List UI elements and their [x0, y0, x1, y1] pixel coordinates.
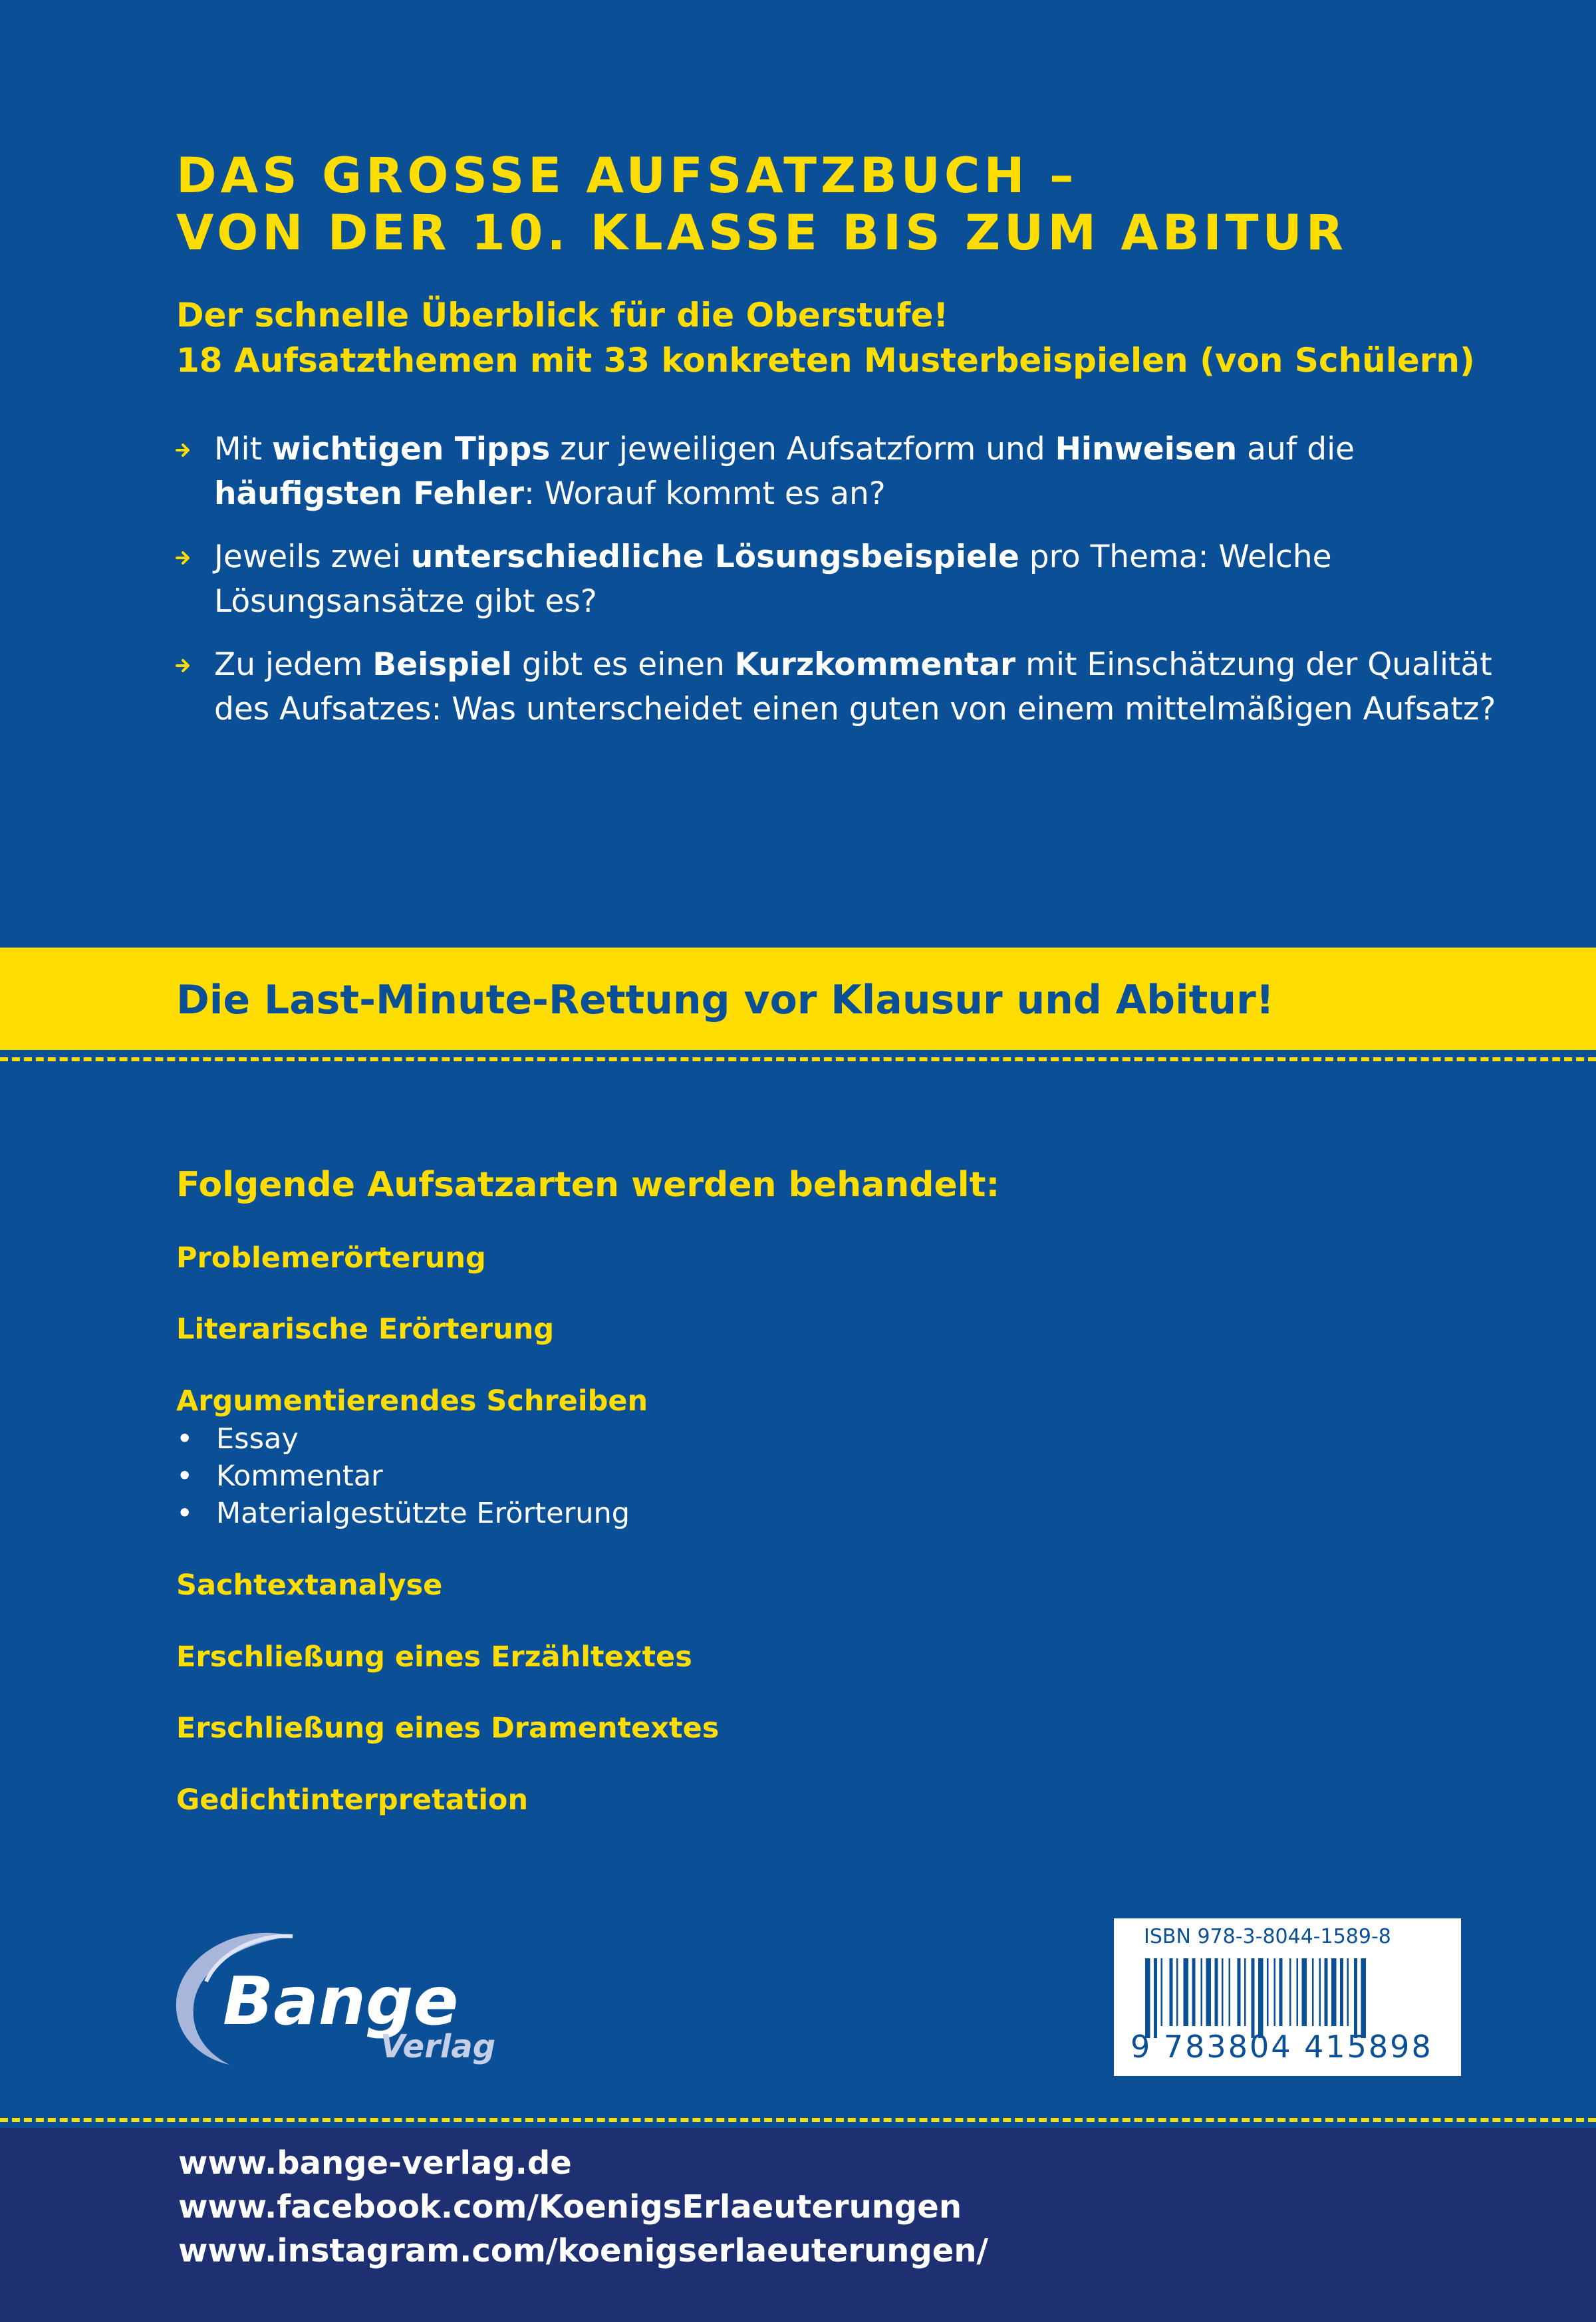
bullet-dot: •	[176, 1422, 194, 1456]
barcode-stripe	[1258, 1958, 1264, 2038]
barcode-stripe	[1312, 1958, 1314, 2026]
dashed-divider	[0, 2118, 1596, 2122]
barcode-stripe	[1154, 1958, 1157, 2038]
barcode-stripe	[1161, 1958, 1163, 2026]
barcode-stripe	[1252, 1958, 1255, 2038]
feature-segment: Mit	[214, 431, 272, 467]
barcode-stripe	[1244, 1958, 1246, 2026]
barcode-stripe	[1201, 1958, 1203, 2026]
type-literary: Literarische Erörterung	[176, 1313, 555, 1346]
arrow-right-icon	[174, 549, 192, 567]
barcode-stripe	[1347, 1958, 1349, 2026]
barcode-stripe	[1354, 1958, 1357, 2038]
feature-segment: mit Einschätzung der Qualität des Aufsatzes: Was unterscheidet einen guten von einem mittelmäßigen Aufsatz?	[214, 646, 1496, 727]
feature-item	[174, 642, 1537, 731]
types-title: Folgende Aufsatzarten werden behandelt:	[176, 1165, 1000, 1205]
feature-segment: Jeweils zwei	[214, 539, 411, 575]
feature-list	[174, 427, 1537, 750]
barcode-stripe	[1340, 1958, 1343, 2026]
barcode-bars	[1144, 1958, 1423, 2038]
subtype-item	[176, 1420, 299, 1458]
barcode-stripe	[1325, 1958, 1328, 2026]
subtype-label: Kommentar	[216, 1460, 383, 1493]
subheadline-line-2: 18 Aufsatzthemen mit 33 konkreten Musterbeispielen (von Schülern)	[176, 341, 1475, 380]
barcode-stripe	[1289, 1958, 1291, 2026]
feature-item	[174, 535, 1537, 624]
barcode-stripe	[1274, 1958, 1276, 2026]
banner-text: Die Last-Minute-Rettung vor Klausur und Abitur!	[176, 977, 1275, 1023]
feature-emphasis: Beispiel	[372, 646, 512, 683]
feature-text	[214, 539, 1332, 620]
barcode-stripe	[1192, 1958, 1196, 2026]
subheadline-line-1: Der schnelle Überblick für die Oberstufe!	[176, 296, 949, 334]
dashed-divider	[0, 1057, 1596, 1061]
barcode-stripe	[1267, 1958, 1269, 2026]
isbn-label: ISBN 978-3-8044-1589-8	[1144, 1925, 1391, 1948]
barcode-stripe	[1184, 1958, 1189, 2026]
link-facebook[interactable]: www.facebook.com/KoenigsErlaeuterungen	[178, 2188, 962, 2226]
feature-segment: : Worauf kommt es an?	[523, 475, 886, 512]
feature-segment: pro Thema: Welche Lösungsansätze gibt es?	[214, 539, 1332, 620]
barcode-stripe	[1361, 1958, 1367, 2038]
barcode-stripe	[1145, 1958, 1150, 2038]
feature-emphasis: wichtigen Tipps	[271, 431, 551, 467]
feature-emphasis: Kurzkommentar	[734, 646, 1016, 683]
feature-item	[174, 427, 1537, 516]
type-drama: Erschließung eines Dramentextes	[176, 1712, 720, 1745]
barcode-stripe	[1331, 1958, 1337, 2026]
feature-emphasis: häufigsten Fehler	[214, 475, 524, 512]
feature-segment: Zu jedem	[214, 646, 373, 683]
feature-segment: auf die	[1237, 431, 1355, 467]
barcode-stripe	[1222, 1958, 1224, 2026]
barcode-stripe	[1170, 1958, 1173, 2026]
subheadline	[176, 293, 1573, 383]
link-instagram[interactable]: www.instagram.com/koenigserlaeuterungen/	[178, 2232, 989, 2269]
arrow-right-icon	[174, 657, 192, 674]
barcode-digits: 9 783804 415898	[1130, 2029, 1433, 2065]
barcode-stripe	[1302, 1958, 1307, 2026]
arrow-right-icon	[174, 442, 192, 459]
barcode-stripe	[1297, 1958, 1299, 2026]
subtype-label: Materialgestützte Erörterung	[216, 1497, 630, 1530]
barcode-stripe	[1238, 1958, 1241, 2026]
link-website[interactable]: www.bange-verlag.de	[178, 2144, 572, 2182]
barcode-stripe	[1206, 1958, 1212, 2026]
barcode-stripe	[1279, 1958, 1283, 2026]
type-poem: Gedichtinterpretation	[176, 1783, 529, 1817]
feature-segment: zur jeweiligen Aufsatzform und	[550, 431, 1055, 467]
barcode-stripe	[1176, 1958, 1178, 2026]
feature-emphasis: unterschiedliche Lösungsbeispiele	[410, 539, 1019, 575]
subtype-label: Essay	[216, 1422, 299, 1456]
subtype-item	[176, 1495, 630, 1532]
logo-name: Bange	[223, 1962, 459, 2040]
subtype-item	[176, 1458, 383, 1495]
headline-line-2: VON DER 10. KLASSE BIS ZUM ABITUR	[176, 205, 1347, 261]
type-problem: Problemerörterung	[176, 1241, 486, 1275]
barcode-stripe	[1229, 1958, 1231, 2026]
bullet-dot: •	[176, 1497, 194, 1530]
barcode-stripe	[1319, 1958, 1321, 2026]
headline-line-1: DAS GROSSE AUFSATZBUCH –	[176, 148, 1078, 204]
type-argumentative: Argumentierendes Schreiben	[176, 1384, 648, 1418]
barcode-stripe	[1215, 1958, 1218, 2026]
feature-emphasis: Hinweisen	[1055, 431, 1238, 467]
type-narrative: Erschließung eines Erzähltextes	[176, 1640, 692, 1674]
logo-sub: Verlag	[380, 2028, 496, 2065]
feature-text	[214, 431, 1355, 512]
feature-text	[214, 646, 1496, 727]
bullet-dot: •	[176, 1460, 194, 1493]
feature-segment: gibt es einen	[511, 646, 735, 683]
headline	[176, 148, 1506, 262]
type-factual: Sachtextanalyse	[176, 1569, 443, 1602]
